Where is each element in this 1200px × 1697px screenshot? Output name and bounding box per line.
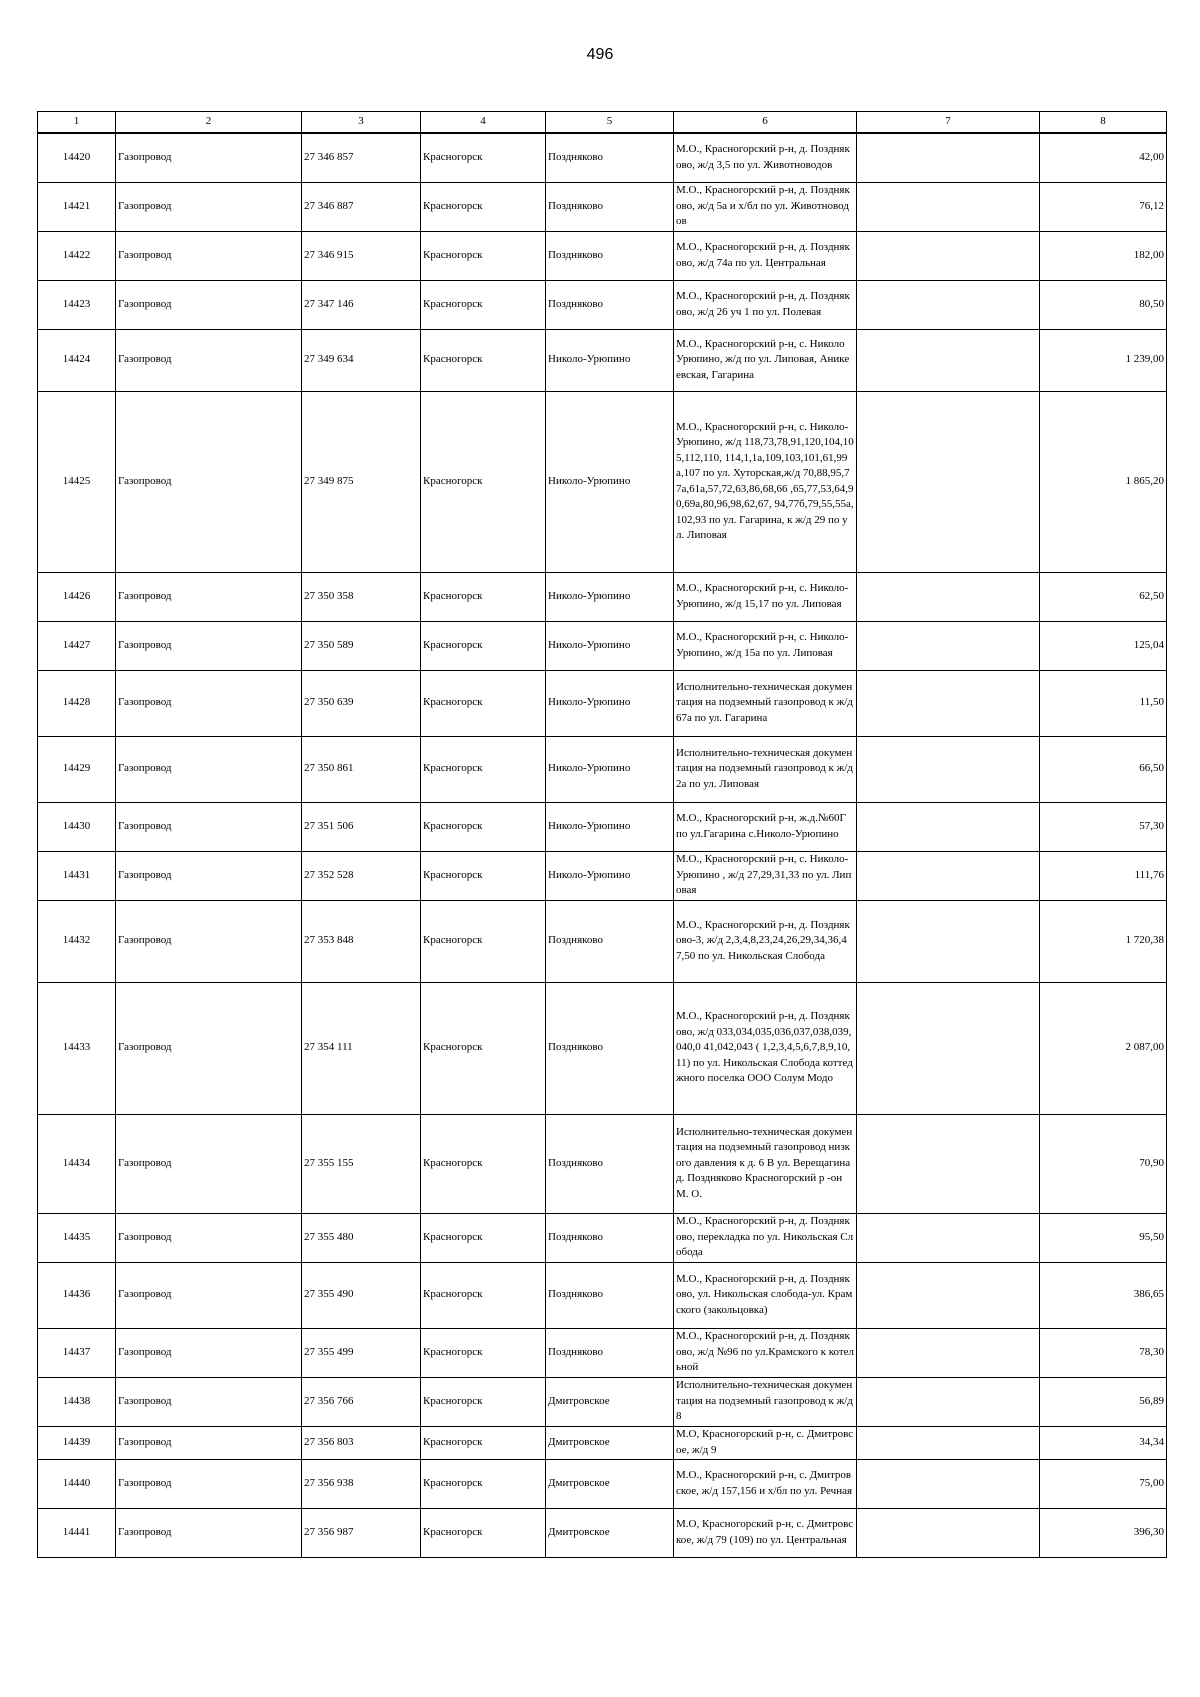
cell-address: М.О., Красногорский р-н, с. Николо-Урюпино , ж/д 27,29,31,33 по ул. Липовая — [674, 851, 857, 900]
table-row — [38, 1114, 1167, 1213]
cell-name: Газопровод — [116, 1508, 302, 1557]
cell-locality: Николо-Урюпино — [546, 572, 674, 621]
cell-name: Газопровод — [116, 182, 302, 231]
cell-locality: Николо-Урюпино — [546, 391, 674, 572]
cell-locality: Николо-Урюпино — [546, 736, 674, 802]
cell-id: 14420 — [38, 133, 116, 182]
cell-note — [857, 736, 1040, 802]
table-body — [38, 133, 1167, 1557]
cell-id: 14434 — [38, 1114, 116, 1213]
cell-code: 27 346 915 — [302, 231, 421, 280]
header-row — [38, 112, 1167, 134]
cell-note — [857, 1377, 1040, 1426]
table-row — [38, 133, 1167, 182]
cell-id: 14437 — [38, 1328, 116, 1377]
cell-district: Красногорск — [421, 231, 546, 280]
cell-value: 56,89 — [1040, 1377, 1167, 1426]
cell-value: 78,30 — [1040, 1328, 1167, 1377]
table-row — [38, 231, 1167, 280]
cell-note — [857, 572, 1040, 621]
cell-address: М.О., Красногорский р-н, с. Николо Урюпино, ж/д по ул. Липовая, Аникеевская, Гагарина — [674, 329, 857, 391]
cell-locality: Поздняково — [546, 1262, 674, 1328]
cell-note — [857, 1426, 1040, 1459]
table-row — [38, 1328, 1167, 1377]
cell-id: 14436 — [38, 1262, 116, 1328]
cell-id: 14435 — [38, 1213, 116, 1262]
cell-name: Газопровод — [116, 329, 302, 391]
table-row — [38, 1508, 1167, 1557]
cell-address: Исполнительно-техническая документация на подземный газопровод низкого давления к д. 6 В ул. Верещагина д. Поздняково Красногорский р -он М. О. — [674, 1114, 857, 1213]
cell-code: 27 356 987 — [302, 1508, 421, 1557]
cell-locality: Поздняково — [546, 1328, 674, 1377]
cell-value: 125,04 — [1040, 621, 1167, 670]
cell-note — [857, 1114, 1040, 1213]
cell-name: Газопровод — [116, 1377, 302, 1426]
cell-value: 386,65 — [1040, 1262, 1167, 1328]
cell-address: М.О., Красногорский р-н, д. Поздняково, перекладка по ул. Никольская Слобода — [674, 1213, 857, 1262]
cell-value: 396,30 — [1040, 1508, 1167, 1557]
cell-district: Красногорск — [421, 851, 546, 900]
cell-locality: Поздняково — [546, 1213, 674, 1262]
cell-locality: Поздняково — [546, 280, 674, 329]
cell-value: 70,90 — [1040, 1114, 1167, 1213]
cell-id: 14422 — [38, 231, 116, 280]
cell-note — [857, 133, 1040, 182]
cell-value: 111,76 — [1040, 851, 1167, 900]
table-row — [38, 900, 1167, 982]
cell-note — [857, 1459, 1040, 1508]
cell-locality: Поздняково — [546, 900, 674, 982]
table-row — [38, 1426, 1167, 1459]
table-row — [38, 572, 1167, 621]
cell-code: 27 356 938 — [302, 1459, 421, 1508]
cell-locality: Николо-Урюпино — [546, 670, 674, 736]
cell-id: 14439 — [38, 1426, 116, 1459]
cell-address: М.О, Красногорский р-н, с. Дмитровское, ж/д 79 (109) по ул. Центральная — [674, 1508, 857, 1557]
cell-address: М.О., Красногорский р-н, д. Поздняково, ж/д 5а и х/бл по ул. Животноводов — [674, 182, 857, 231]
cell-value: 66,50 — [1040, 736, 1167, 802]
table-header — [38, 112, 1167, 134]
cell-address: Исполнительно-техническая документация на подземный газопровод к ж/д 67а по ул. Гагарина — [674, 670, 857, 736]
cell-district: Красногорск — [421, 982, 546, 1114]
cell-name: Газопровод — [116, 982, 302, 1114]
cell-value: 42,00 — [1040, 133, 1167, 182]
cell-name: Газопровод — [116, 1114, 302, 1213]
cell-code: 27 355 155 — [302, 1114, 421, 1213]
column-header: 3 — [302, 112, 421, 134]
table-row — [38, 329, 1167, 391]
cell-value: 2 087,00 — [1040, 982, 1167, 1114]
cell-address: М.О., Красногорский р-н, д. Поздняково, ж/д 3,5 по ул. Животноводов — [674, 133, 857, 182]
cell-note — [857, 280, 1040, 329]
cell-address: М.О., Красногорский р-н, с. Николо-Урюпино, ж/д 15,17 по ул. Липовая — [674, 572, 857, 621]
cell-address: М.О, Красногорский р-н, с. Дмитровсое, ж/д 9 — [674, 1426, 857, 1459]
cell-note — [857, 1262, 1040, 1328]
cell-note — [857, 851, 1040, 900]
cell-name: Газопровод — [116, 621, 302, 670]
cell-district: Красногорск — [421, 391, 546, 572]
cell-address: Исполнительно-техническая документация на подземный газопровод к ж/д 8 — [674, 1377, 857, 1426]
cell-district: Красногорск — [421, 1262, 546, 1328]
cell-district: Красногорск — [421, 280, 546, 329]
cell-value: 62,50 — [1040, 572, 1167, 621]
cell-district: Красногорск — [421, 1213, 546, 1262]
cell-locality: Поздняково — [546, 982, 674, 1114]
cell-id: 14426 — [38, 572, 116, 621]
table-row — [38, 182, 1167, 231]
table-row — [38, 1262, 1167, 1328]
cell-note — [857, 982, 1040, 1114]
cell-code: 27 350 358 — [302, 572, 421, 621]
cell-code: 27 352 528 — [302, 851, 421, 900]
cell-id: 14431 — [38, 851, 116, 900]
column-header: 6 — [674, 112, 857, 134]
cell-district: Красногорск — [421, 1377, 546, 1426]
cell-code: 27 356 766 — [302, 1377, 421, 1426]
cell-value: 80,50 — [1040, 280, 1167, 329]
page-number: 496 — [586, 46, 614, 63]
table-row — [38, 736, 1167, 802]
cell-value: 34,34 — [1040, 1426, 1167, 1459]
cell-id: 14432 — [38, 900, 116, 982]
cell-address: Исполнительно-техническая документация на подземный газопровод к ж/д 2а по ул. Липовая — [674, 736, 857, 802]
cell-address: М.О., Красногорский р-н, д. Поздняково, ж/д 74а по ул. Центральная — [674, 231, 857, 280]
cell-note — [857, 182, 1040, 231]
table-row — [38, 280, 1167, 329]
cell-address: М.О., Красногорский р-н, ж.д.№60Г по ул.Гагарина с.Николо-Урюпино — [674, 802, 857, 851]
table-row — [38, 621, 1167, 670]
cell-address: М.О., Красногорский р-н, д. Поздняково, ж/д 26 уч 1 по ул. Полевая — [674, 280, 857, 329]
cell-name: Газопровод — [116, 900, 302, 982]
cell-id: 14430 — [38, 802, 116, 851]
cell-name: Газопровод — [116, 851, 302, 900]
cell-locality: Дмитровское — [546, 1459, 674, 1508]
cell-name: Газопровод — [116, 391, 302, 572]
column-header: 1 — [38, 112, 116, 134]
cell-code: 27 350 639 — [302, 670, 421, 736]
cell-value: 182,00 — [1040, 231, 1167, 280]
cell-value: 75,00 — [1040, 1459, 1167, 1508]
cell-id: 14429 — [38, 736, 116, 802]
column-header: 5 — [546, 112, 674, 134]
cell-district: Красногорск — [421, 1508, 546, 1557]
cell-name: Газопровод — [116, 1328, 302, 1377]
table-row — [38, 802, 1167, 851]
cell-value: 57,30 — [1040, 802, 1167, 851]
cell-value: 1 720,38 — [1040, 900, 1167, 982]
cell-locality: Николо-Урюпино — [546, 802, 674, 851]
cell-name: Газопровод — [116, 1459, 302, 1508]
cell-district: Красногорск — [421, 736, 546, 802]
cell-id: 14421 — [38, 182, 116, 231]
cell-district: Красногорск — [421, 572, 546, 621]
cell-code: 27 354 111 — [302, 982, 421, 1114]
cell-value: 95,50 — [1040, 1213, 1167, 1262]
cell-locality: Николо-Урюпино — [546, 621, 674, 670]
cell-code: 27 355 499 — [302, 1328, 421, 1377]
cell-name: Газопровод — [116, 1262, 302, 1328]
cell-district: Красногорск — [421, 621, 546, 670]
column-header: 2 — [116, 112, 302, 134]
cell-district: Красногорск — [421, 1459, 546, 1508]
cell-code: 27 347 146 — [302, 280, 421, 329]
cell-code: 27 353 848 — [302, 900, 421, 982]
cell-district: Красногорск — [421, 670, 546, 736]
cell-address: М.О., Красногорский р-н, д. Поздняково, ж/д 033,034,035,036,037,038,039,040,0 41,042,043 ( 1,2,3,4,5,6,7,8,9,10,11) по ул. Никольская Слобода коттеджного поселка ООО Солум Модо — [674, 982, 857, 1114]
cell-address: М.О., Красногорский р-н, с. Николо-Урюпино, ж/д 15а по ул. Липовая — [674, 621, 857, 670]
cell-locality: Поздняково — [546, 133, 674, 182]
cell-id: 14423 — [38, 280, 116, 329]
cell-district: Красногорск — [421, 182, 546, 231]
cell-code: 27 349 875 — [302, 391, 421, 572]
cell-note — [857, 621, 1040, 670]
cell-value: 11,50 — [1040, 670, 1167, 736]
cell-name: Газопровод — [116, 736, 302, 802]
cell-id: 14433 — [38, 982, 116, 1114]
cell-id: 14424 — [38, 329, 116, 391]
cell-code: 27 351 506 — [302, 802, 421, 851]
cell-note — [857, 1508, 1040, 1557]
cell-locality: Поздняково — [546, 1114, 674, 1213]
cell-district: Красногорск — [421, 1114, 546, 1213]
column-header: 7 — [857, 112, 1040, 134]
cell-name: Газопровод — [116, 133, 302, 182]
cell-value: 1 239,00 — [1040, 329, 1167, 391]
table-row — [38, 1377, 1167, 1426]
column-header: 8 — [1040, 112, 1167, 134]
cell-note — [857, 802, 1040, 851]
cell-name: Газопровод — [116, 670, 302, 736]
cell-name: Газопровод — [116, 280, 302, 329]
cell-name: Газопровод — [116, 1426, 302, 1459]
cell-address: М.О., Красногорский р-н, д. Поздняково-3, ж/д 2,3,4,8,23,24,26,29,34,36,47,50 по ул. Никольская Слобода — [674, 900, 857, 982]
cell-address: М.О., Красногорский р-н, с. Дмитровское, ж/д 157,156 и х/бл по ул. Речная — [674, 1459, 857, 1508]
cell-district: Красногорск — [421, 900, 546, 982]
cell-note — [857, 1328, 1040, 1377]
cell-name: Газопровод — [116, 572, 302, 621]
cell-code: 27 355 480 — [302, 1213, 421, 1262]
table-row — [38, 670, 1167, 736]
cell-id: 14440 — [38, 1459, 116, 1508]
cell-name: Газопровод — [116, 1213, 302, 1262]
cell-locality: Николо-Урюпино — [546, 329, 674, 391]
registry-table — [37, 111, 1167, 1558]
cell-district: Красногорск — [421, 329, 546, 391]
cell-code: 27 355 490 — [302, 1262, 421, 1328]
cell-locality: Поздняково — [546, 182, 674, 231]
cell-address: М.О., Красногорский р-н, д. Поздняково, ж/д №96 по ул.Крамского к котельной — [674, 1328, 857, 1377]
cell-note — [857, 900, 1040, 982]
table-row — [38, 1459, 1167, 1508]
cell-id: 14425 — [38, 391, 116, 572]
cell-name: Газопровод — [116, 802, 302, 851]
cell-code: 27 346 887 — [302, 182, 421, 231]
cell-code: 27 350 589 — [302, 621, 421, 670]
cell-address: М.О., Красногорский р-н, д. Поздняково, ул. Никольская слобода-ул. Крамского (закольцовка) — [674, 1262, 857, 1328]
cell-district: Красногорск — [421, 1426, 546, 1459]
cell-name: Газопровод — [116, 231, 302, 280]
cell-id: 14427 — [38, 621, 116, 670]
cell-id: 14441 — [38, 1508, 116, 1557]
cell-note — [857, 231, 1040, 280]
cell-id: 14428 — [38, 670, 116, 736]
cell-locality: Дмитровское — [546, 1377, 674, 1426]
cell-locality: Дмитровское — [546, 1508, 674, 1557]
cell-id: 14438 — [38, 1377, 116, 1426]
cell-code: 27 349 634 — [302, 329, 421, 391]
cell-note — [857, 1213, 1040, 1262]
cell-locality: Дмитровское — [546, 1426, 674, 1459]
cell-locality: Поздняково — [546, 231, 674, 280]
cell-locality: Николо-Урюпино — [546, 851, 674, 900]
cell-district: Красногорск — [421, 1328, 546, 1377]
table-row — [38, 1213, 1167, 1262]
cell-note — [857, 329, 1040, 391]
cell-note — [857, 391, 1040, 572]
cell-note — [857, 670, 1040, 736]
cell-value: 76,12 — [1040, 182, 1167, 231]
table-row — [38, 982, 1167, 1114]
table-row — [38, 851, 1167, 900]
cell-district: Красногорск — [421, 802, 546, 851]
cell-code: 27 346 857 — [302, 133, 421, 182]
cell-district: Красногорск — [421, 133, 546, 182]
table-row — [38, 391, 1167, 572]
cell-code: 27 356 803 — [302, 1426, 421, 1459]
column-header: 4 — [421, 112, 546, 134]
cell-value: 1 865,20 — [1040, 391, 1167, 572]
cell-address: М.О., Красногорский р-н, с. Николо-Урюпино, ж/д 118,73,78,91,120,104,105,112,110, 114,1,1а,109,103,101,61,99а,107 по ул. Хуторская,ж/д 70,88,95,77а,61а,57,72,63,86,68,66 ,65,77,53,64,90,69а,80,96,98,62,67, 94,77б,79,55,55а,102,93 по ул. Гагарина, к ж/д 29 по ул. Липовая — [674, 391, 857, 572]
cell-code: 27 350 861 — [302, 736, 421, 802]
